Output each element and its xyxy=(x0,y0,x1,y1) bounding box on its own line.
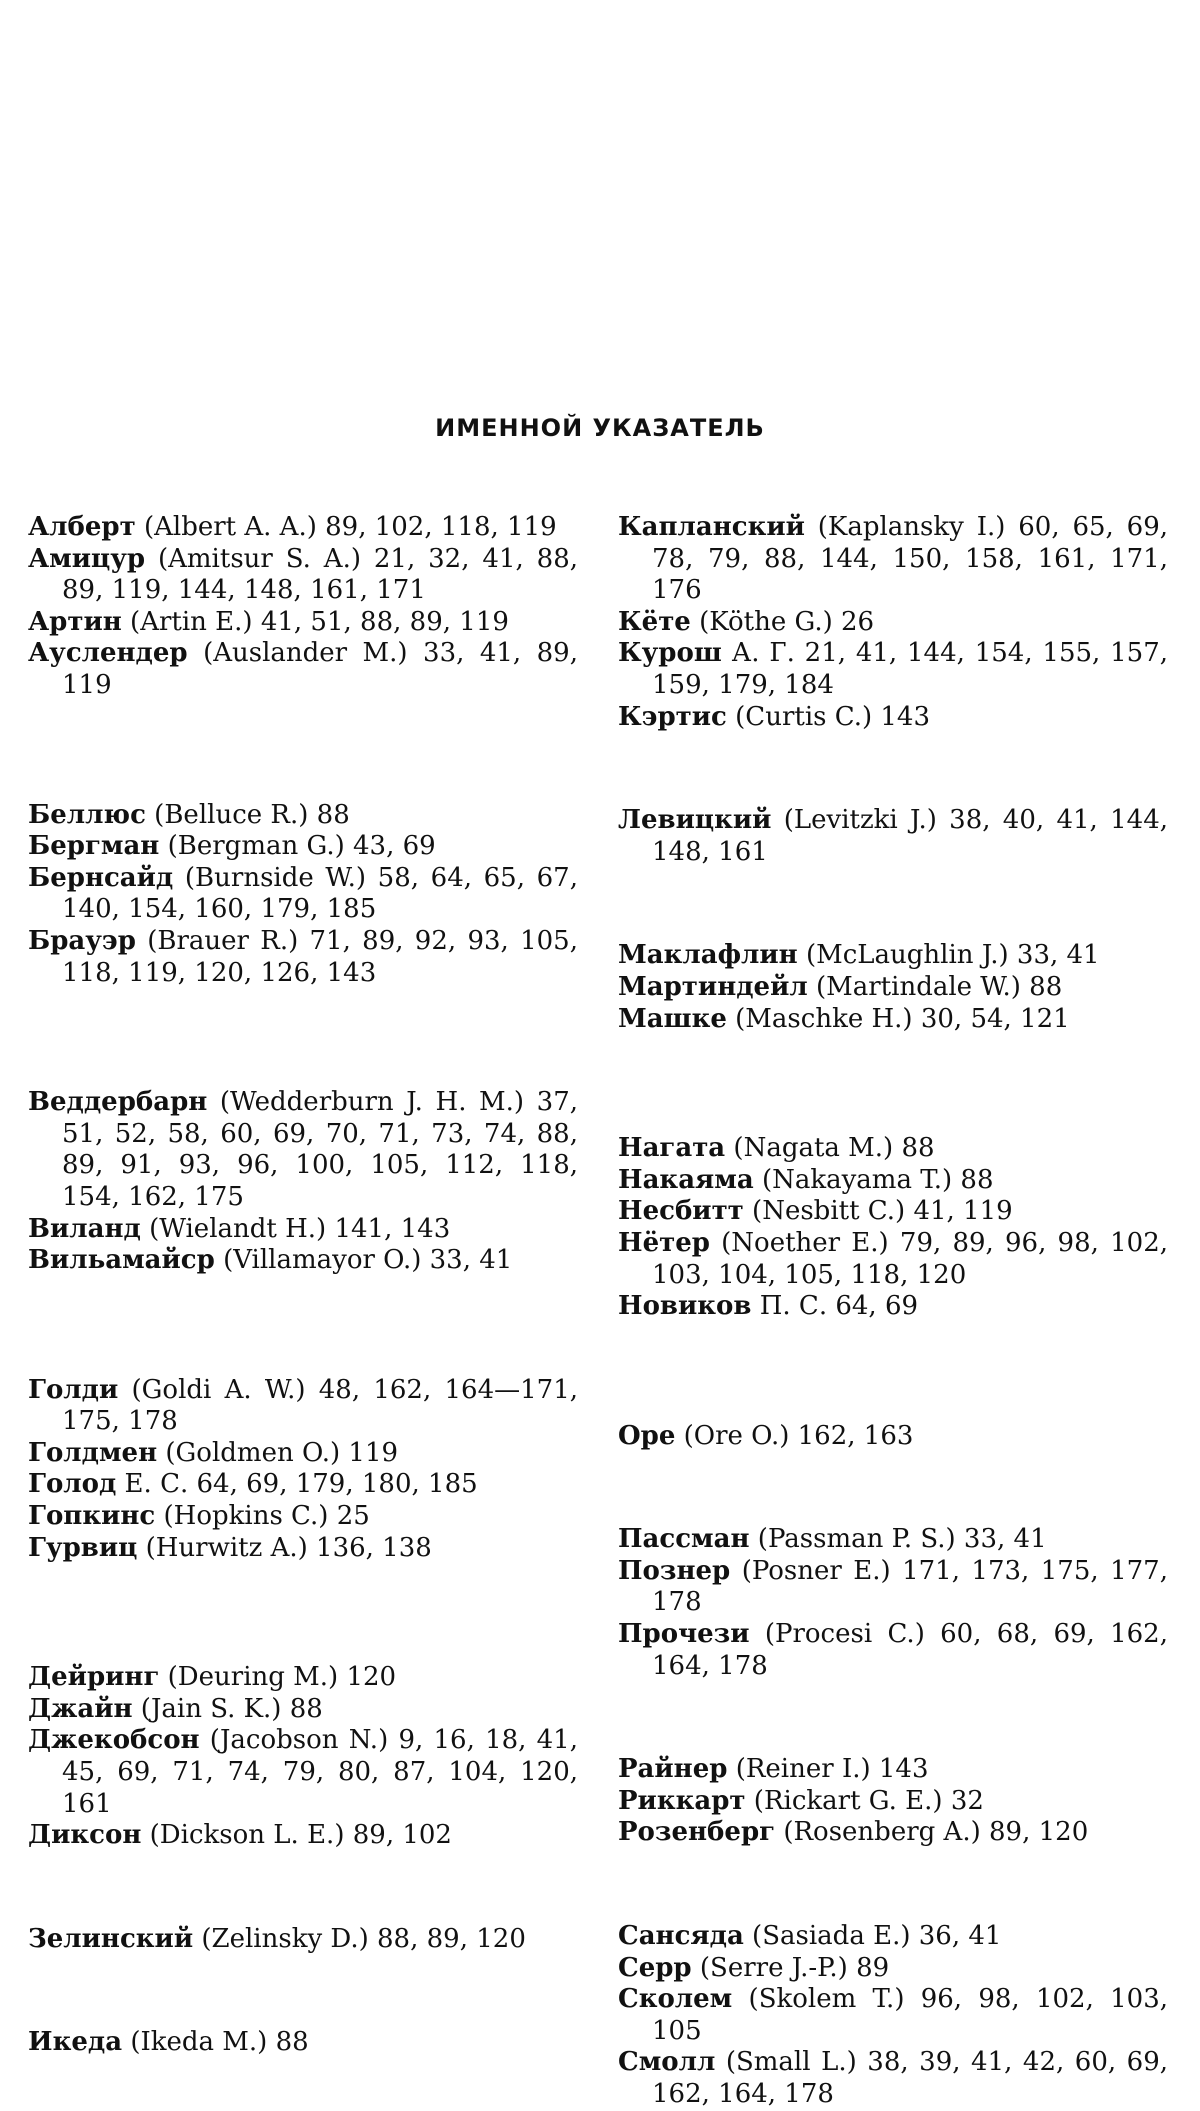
entry-details: (Amitsur S. A.) 21, 32, 41, 88, 89, 119, 144, 148, 161, 171 xyxy=(62,543,578,606)
index-entry xyxy=(618,1165,1168,1197)
index-entry xyxy=(28,1469,578,1501)
entry-details: А. Г. 21, 41, 144, 154, 155, 157, 159, 179, 184 xyxy=(652,638,1168,700)
entry-surname: Веддербарн xyxy=(28,1087,208,1118)
entry-details: (Maschke H.) 30, 54, 121 xyxy=(726,1003,1070,1034)
index-entry xyxy=(618,1421,1168,1453)
entry-details: (Villamayor O.) 33, 41 xyxy=(214,1245,513,1276)
entry-surname: Голдмен xyxy=(28,1437,158,1468)
group-spacer xyxy=(28,989,578,1087)
entry-surname: Сансяда xyxy=(618,1921,744,1952)
entry-surname: Нётер xyxy=(618,1227,710,1258)
entry-surname: Диксон xyxy=(28,1820,142,1851)
entry-details: (Kaplansky I.) 60, 65, 69, 78, 79, 88, 144, 150, 158, 161, 171, 176 xyxy=(652,512,1168,606)
index-entry xyxy=(618,1817,1168,1849)
entry-details: (Jacobson N.) 9, 16, 18, 41, 45, 69, 71, 74, 79, 80, 87, 104, 120, 161 xyxy=(62,1725,578,1819)
entry-surname: Гопкинс xyxy=(28,1501,156,1532)
entry-details: Е. С. 64, 69, 179, 180, 185 xyxy=(116,1469,478,1500)
entry-surname: Смолл xyxy=(618,2047,716,2078)
entry-surname: Амицур xyxy=(28,543,146,574)
entry-surname: Оре xyxy=(618,1420,676,1451)
group-spacer xyxy=(28,1277,578,1375)
letter-group-g xyxy=(28,1375,578,1565)
entry-details: (Passman P. S.) 33, 41 xyxy=(749,1524,1047,1555)
index-column-left xyxy=(28,512,578,2059)
index-entry xyxy=(28,1820,578,1852)
entry-details: (Wedderburn J. H. M.) 37, 51, 52, 58, 60, 69, 70, 71, 73, 74, 88, 89, 91, 93, 96, 100, 105, 112, 118, 154, 162, 175 xyxy=(62,1087,578,1212)
entry-details: (Goldi A. W.) 48, 162, 164—171, 175, 178 xyxy=(62,1374,578,1437)
index-entry xyxy=(28,1438,578,1470)
entry-surname: Бергман xyxy=(28,831,160,862)
index-entry xyxy=(28,1662,578,1694)
group-spacer xyxy=(28,1564,578,1662)
index-entry xyxy=(618,2047,1168,2110)
index-entry xyxy=(28,831,578,863)
entry-details: (Curtis C.) 143 xyxy=(726,701,931,732)
entry-details: (Nakayama T.) 88 xyxy=(753,1164,994,1195)
entry-details: (McLaughlin J.) 33, 41 xyxy=(797,940,1100,971)
index-entry xyxy=(618,638,1168,701)
group-spacer xyxy=(618,733,1168,805)
index-column-right xyxy=(618,512,1168,2111)
index-entry xyxy=(618,1133,1168,1165)
entry-details: (Brauer R.) 71, 89, 92, 93, 105, 118, 119, 120, 126, 143 xyxy=(62,925,578,988)
index-entry xyxy=(618,805,1168,868)
index-entry xyxy=(28,1375,578,1438)
index-entry xyxy=(618,940,1168,972)
entry-details: П. С. 64, 69 xyxy=(751,1291,919,1322)
entry-surname: Виланд xyxy=(28,1213,141,1244)
entry-details: (Martindale W.) 88 xyxy=(807,971,1063,1002)
index-entry xyxy=(618,1004,1168,1036)
entry-details: (Sasiada E.) 36, 41 xyxy=(743,1921,1002,1952)
entry-surname: Несбитт xyxy=(618,1196,744,1227)
index-entry xyxy=(28,1501,578,1533)
index-entry xyxy=(618,1196,1168,1228)
entry-details: (Rosenberg A.) 89, 120 xyxy=(775,1817,1089,1848)
index-entry xyxy=(28,1087,578,1213)
index-entry xyxy=(618,1953,1168,1985)
entry-surname: Джайн xyxy=(28,1693,133,1724)
index-entry xyxy=(28,1245,578,1277)
index-entry xyxy=(28,1924,578,1956)
entry-details: (Small L.) 38, 39, 41, 42, 60, 69, 162, 164, 178 xyxy=(652,2047,1168,2109)
letter-group-i xyxy=(28,2027,578,2059)
entry-surname: Артин xyxy=(28,606,122,637)
entry-details: (Levitzki J.) 38, 40, 41, 144, 148, 161 xyxy=(652,805,1168,867)
entry-details: (Skolem T.) 96, 98, 102, 103, 105 xyxy=(652,1984,1168,2046)
entry-surname: Икеда xyxy=(28,2027,123,2058)
entry-surname: Капланский xyxy=(618,512,805,542)
index-entry xyxy=(28,863,578,926)
index-entry xyxy=(618,1524,1168,1556)
index-entry xyxy=(618,972,1168,1004)
letter-group-l xyxy=(618,805,1168,868)
index-entry xyxy=(28,638,578,701)
group-spacer xyxy=(618,1849,1168,1921)
entry-details: (Serre J.-P.) 89 xyxy=(691,1952,890,1983)
entry-surname: Нагата xyxy=(618,1133,726,1164)
index-entry xyxy=(618,607,1168,639)
entry-details: (Noether E.) 79, 89, 96, 98, 102, 103, 104, 105, 118, 120 xyxy=(652,1227,1168,1290)
entry-details: (Reiner I.) 143 xyxy=(727,1754,929,1785)
page-title: ИМЕННОЙ УКАЗАТЕЛЬ xyxy=(435,414,765,442)
group-spacer xyxy=(618,1452,1168,1524)
index-entry xyxy=(618,1556,1168,1619)
index-entry xyxy=(618,1921,1168,1953)
letter-group-r xyxy=(618,1754,1168,1849)
index-entry xyxy=(28,1725,578,1820)
entry-details: (Hurwitz A.) 136, 138 xyxy=(137,1532,432,1563)
index-entry xyxy=(618,512,1168,607)
entry-details: (Deuring M.) 120 xyxy=(159,1662,397,1693)
entry-details: (Zelinsky D.) 88, 89, 120 xyxy=(193,1923,526,1954)
entry-surname: Джекобсон xyxy=(28,1725,200,1756)
entry-surname: Алберт xyxy=(28,512,136,542)
index-entry xyxy=(28,1214,578,1246)
letter-group-d xyxy=(28,1662,578,1852)
index-entry xyxy=(618,1291,1168,1323)
index-entry xyxy=(618,1786,1168,1818)
entry-details: (Artin E.) 41, 51, 88, 89, 119 xyxy=(121,606,509,637)
letter-group-v xyxy=(28,1087,578,1277)
index-entry xyxy=(28,1694,578,1726)
letter-group-z xyxy=(28,1924,578,1956)
entry-surname: Курош xyxy=(618,638,722,669)
index-entry xyxy=(28,2027,578,2059)
entry-details: (Ore O.) 162, 163 xyxy=(675,1420,914,1451)
entry-details: (Auslander M.) 33, 41, 89, 119 xyxy=(62,638,578,700)
index-entry xyxy=(618,1754,1168,1786)
entry-surname: Новиков xyxy=(618,1291,752,1322)
letter-group-k xyxy=(618,512,1168,733)
entry-details: (Nesbitt C.) 41, 119 xyxy=(743,1196,1013,1227)
group-spacer xyxy=(618,1035,1168,1133)
index-entry xyxy=(618,1984,1168,2047)
letter-group-m xyxy=(618,940,1168,1035)
entry-details: (Hopkins C.) 25 xyxy=(155,1501,370,1532)
entry-details: (Wielandt H.) 141, 143 xyxy=(140,1213,451,1244)
entry-surname: Пассман xyxy=(618,1524,750,1555)
entry-surname: Ауслендер xyxy=(28,638,188,669)
index-entry xyxy=(28,512,578,544)
entry-surname: Розенберг xyxy=(618,1817,776,1848)
entry-surname: Прочези xyxy=(618,1619,750,1650)
letter-group-a xyxy=(28,512,578,702)
index-entry xyxy=(28,1533,578,1565)
entry-surname: Накаяма xyxy=(618,1164,754,1195)
index-entry xyxy=(618,1619,1168,1682)
entry-details: (Belluce R.) 88 xyxy=(145,799,350,830)
entry-surname: Маклафлин xyxy=(618,940,798,971)
entry-surname: Машке xyxy=(618,1003,727,1034)
entry-surname: Гурвиц xyxy=(28,1532,138,1563)
entry-surname: Мартиндейл xyxy=(618,971,808,1002)
group-spacer xyxy=(618,868,1168,940)
letter-group-b xyxy=(28,800,578,990)
entry-surname: Кэртис xyxy=(618,701,727,732)
entry-surname: Серр xyxy=(618,1952,692,1983)
letter-group-p xyxy=(618,1524,1168,1682)
entry-details: (Procesi C.) 60, 68, 69, 162, 164, 178 xyxy=(652,1619,1168,1681)
entry-surname: Брауэр xyxy=(28,925,136,956)
entry-surname: Дейринг xyxy=(28,1662,160,1693)
entry-surname: Левицкий xyxy=(618,805,772,836)
group-spacer xyxy=(28,1955,578,2027)
index-entry xyxy=(28,607,578,639)
letter-group-s xyxy=(618,1921,1168,2111)
entry-surname: Сколем xyxy=(618,1984,733,2015)
index-entry xyxy=(28,544,578,607)
entry-details: (Nagata M.) 88 xyxy=(725,1133,935,1164)
entry-surname: Познер xyxy=(618,1555,731,1586)
entry-details: (Dickson L. E.) 89, 102 xyxy=(141,1820,452,1851)
entry-surname: Кёте xyxy=(618,606,691,637)
entry-details: (Bergman G.) 43, 69 xyxy=(159,831,436,862)
entry-details: (Köthe G.) 26 xyxy=(690,606,875,637)
entry-surname: Голди xyxy=(28,1374,119,1405)
letter-group-n xyxy=(618,1133,1168,1323)
index-entry xyxy=(618,1228,1168,1291)
entry-details: (Albert A. A.) 89, 102, 118, 119 xyxy=(135,512,557,542)
entry-details: (Ikeda M.) 88 xyxy=(122,2027,309,2058)
group-spacer xyxy=(618,1682,1168,1754)
index-entry xyxy=(28,800,578,832)
letter-group-o xyxy=(618,1421,1168,1453)
group-spacer xyxy=(618,1323,1168,1421)
index-entry xyxy=(28,926,578,989)
entry-surname: Голод xyxy=(28,1469,117,1500)
entry-surname: Беллюс xyxy=(28,799,146,830)
group-spacer xyxy=(28,702,578,800)
entry-details: (Burnside W.) 58, 64, 65, 67, 140, 154, 160, 179, 185 xyxy=(62,862,578,925)
entry-details: (Rickart G. E.) 32 xyxy=(745,1785,984,1816)
entry-details: (Goldmen O.) 119 xyxy=(157,1437,399,1468)
entry-details: (Jain S. K.) 88 xyxy=(132,1693,323,1724)
index-entry xyxy=(618,702,1168,734)
entry-surname: Риккарт xyxy=(618,1785,746,1816)
entry-details: (Posner E.) 171, 173, 175, 177, 178 xyxy=(652,1555,1168,1618)
entry-surname: Бернсайд xyxy=(28,862,174,893)
entry-surname: Зелинский xyxy=(28,1923,194,1954)
group-spacer xyxy=(28,1852,578,1924)
entry-surname: Райнер xyxy=(618,1754,728,1785)
entry-surname: Вильамайср xyxy=(28,1245,215,1276)
